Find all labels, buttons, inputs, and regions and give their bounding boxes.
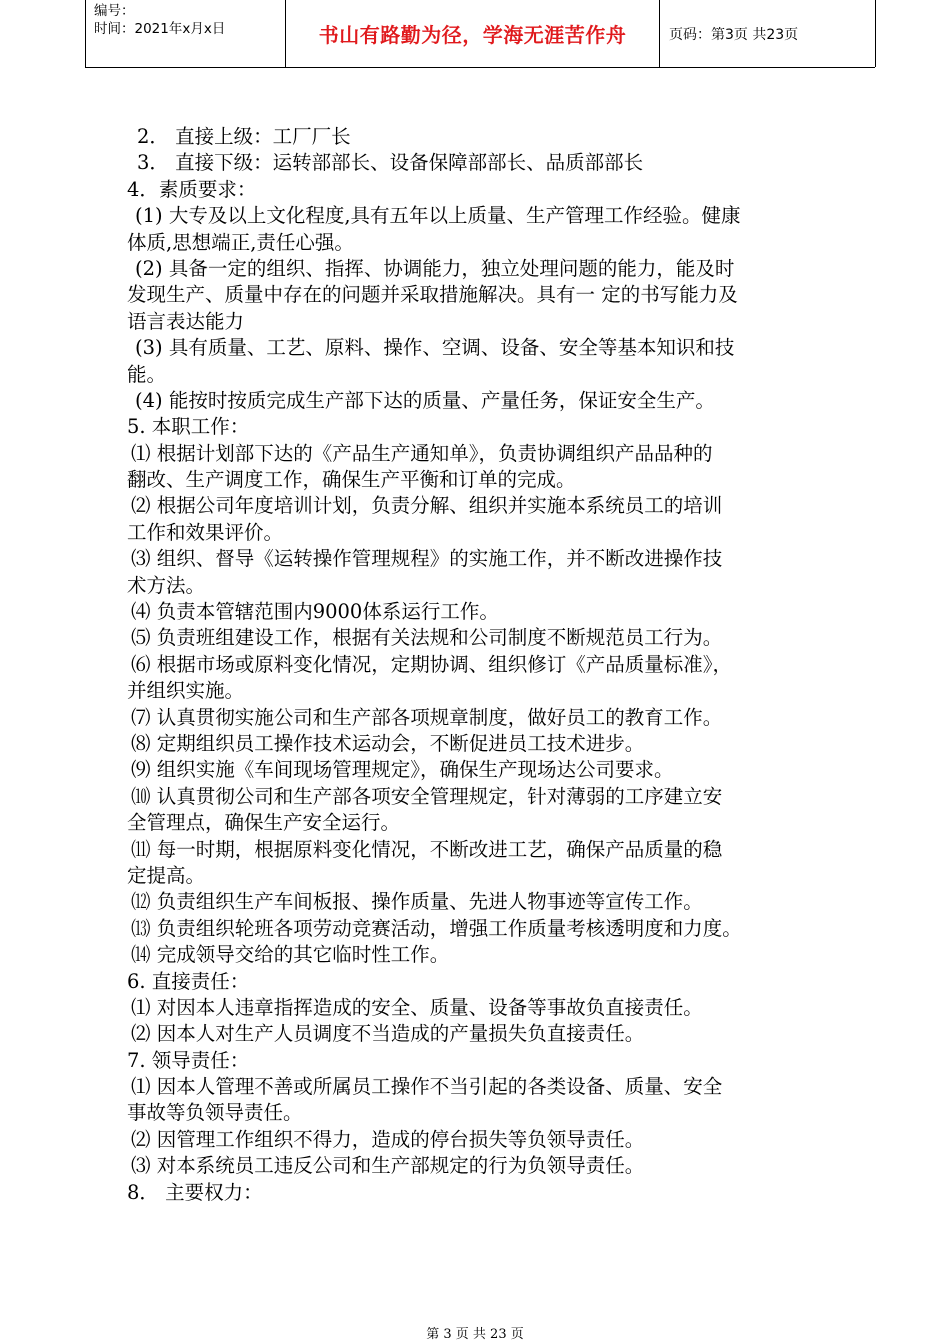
- time-label: 时间：2021年x月x日: [94, 21, 226, 37]
- text-line: ⑸ 负责班组建设工作，根据有关法规和公司制度不断规范员工行为。: [131, 626, 723, 650]
- text-line: 体质,思想端正,责任心强。: [127, 230, 354, 254]
- text-line: ⒁ 完成领导交给的其它临时性工作。: [131, 943, 450, 967]
- text-line: ⑵ 因管理工作组织不得力，造成的停台损失等负领导责任。: [131, 1127, 645, 1151]
- number-label: 编号：: [94, 3, 135, 19]
- text-line: 6. 直接责任：: [127, 969, 250, 993]
- text-line: 工作和效果评价。: [127, 520, 284, 544]
- text-line: 能。: [127, 362, 167, 386]
- text-line: ⑻ 定期组织员工操作技术运动会，不断促进员工技术进步。: [131, 731, 645, 755]
- text-line: ⑽ 认真贯彻公司和生产部各项安全管理规定，针对薄弱的工序建立安: [131, 784, 723, 808]
- text-line: 2． 直接上级：工厂厂长: [137, 125, 351, 148]
- text-line: (3) 具有质量、工艺、原料、操作、空调、设备、安全等基本知识和技: [135, 336, 735, 360]
- text-line: ⑼ 组织实施《车间现场管理规定》，确保生产现场达公司要求。: [131, 758, 674, 782]
- text-line: ⑶ 对本系统员工违反公司和生产部规定的行为负领导责任。: [131, 1154, 645, 1178]
- text-line: ⑶ 组织、督导《运转操作管理规程》的实施工作，并不断改进操作技: [131, 547, 723, 571]
- text-line: ⑿ 负责组织生产车间板报、操作质量、先进人物事迹等宣传工作。: [131, 890, 703, 914]
- text-line: 5. 本职工作：: [127, 415, 250, 439]
- header-page-info: 页码：第3页 共23页: [660, 0, 876, 67]
- text-line: (4) 能按时按质完成生产部下达的质量、产量任务，保证安全生产。: [135, 388, 715, 412]
- page-footer: 第 3 页 共 23 页: [426, 1327, 524, 1342]
- text-line: 并组织实施。: [127, 679, 245, 703]
- text-line: 定提高。: [127, 863, 206, 887]
- text-line: (2) 具备一定的组织、指挥、协调能力，独立处理问题的能力，能及时: [135, 256, 735, 280]
- text-line: 7. 领导责任：: [127, 1048, 250, 1072]
- page-header: [85, 0, 875, 68]
- text-line: ⑺ 认真贯彻实施公司和生产部各项规章制度，做好员工的教育工作。: [131, 705, 723, 729]
- header-meta: [86, 0, 286, 67]
- text-line: 事故等负领导责任。: [127, 1101, 303, 1125]
- document-body: [127, 124, 837, 1206]
- text-line: ⑴ 对因本人违章指挥造成的安全、质量、设备等事故负直接责任。: [131, 995, 703, 1019]
- text-line: (1) 大专及以上文化程度,具有五年以上质量、生产管理工作经验。健康: [135, 204, 741, 228]
- text-line: 全管理点，确保生产安全运行。: [127, 811, 401, 835]
- text-line: ⑹ 根据市场或原料变化情况，定期协调、组织修订《产品质量标准》，: [131, 652, 732, 676]
- text-line: ⒀ 负责组织轮班各项劳动竞赛活动，增强工作质量考核透明度和力度。: [131, 916, 742, 940]
- text-line: ⑾ 每一时期，根据原料变化情况，不断改进工艺，确保产品质量的稳: [131, 837, 723, 861]
- text-line: 3． 直接下级：运转部部长、设备保障部部长、品质部部长: [137, 151, 644, 175]
- text-line: 语言表达能力: [127, 309, 245, 333]
- text-line: ⑴ 根据计划部下达的《产品生产通知单》，负责协调组织产品品种的: [131, 441, 713, 465]
- text-line: 发现生产、质量中存在的问题并采取措施解决。具有一 定的书写能力及: [127, 283, 738, 307]
- text-line: ⑵ 根据公司年度培训计划，负责分解、组织并实施本系统员工的培训: [131, 494, 723, 518]
- text-line: 8． 主要权力：: [127, 1180, 263, 1204]
- text-line: 4．素质要求：: [127, 177, 257, 201]
- text-line: ⑵ 因本人对生产人员调度不当造成的产量损失负直接责任。: [131, 1022, 645, 1046]
- text-line: 翻改、生产调度工作，确保生产平衡和订单的完成。: [127, 468, 576, 492]
- text-line: ⑴ 因本人管理不善或所属员工操作不当引起的各类设备、质量、安全: [131, 1075, 723, 1099]
- text-line: ⑷ 负责本管辖范围内9000体系运行工作。: [131, 600, 499, 624]
- text-line: 术方法。: [127, 573, 206, 597]
- header-motto: 书山有路勤为径，学海无涯苦作舟: [286, 0, 660, 67]
